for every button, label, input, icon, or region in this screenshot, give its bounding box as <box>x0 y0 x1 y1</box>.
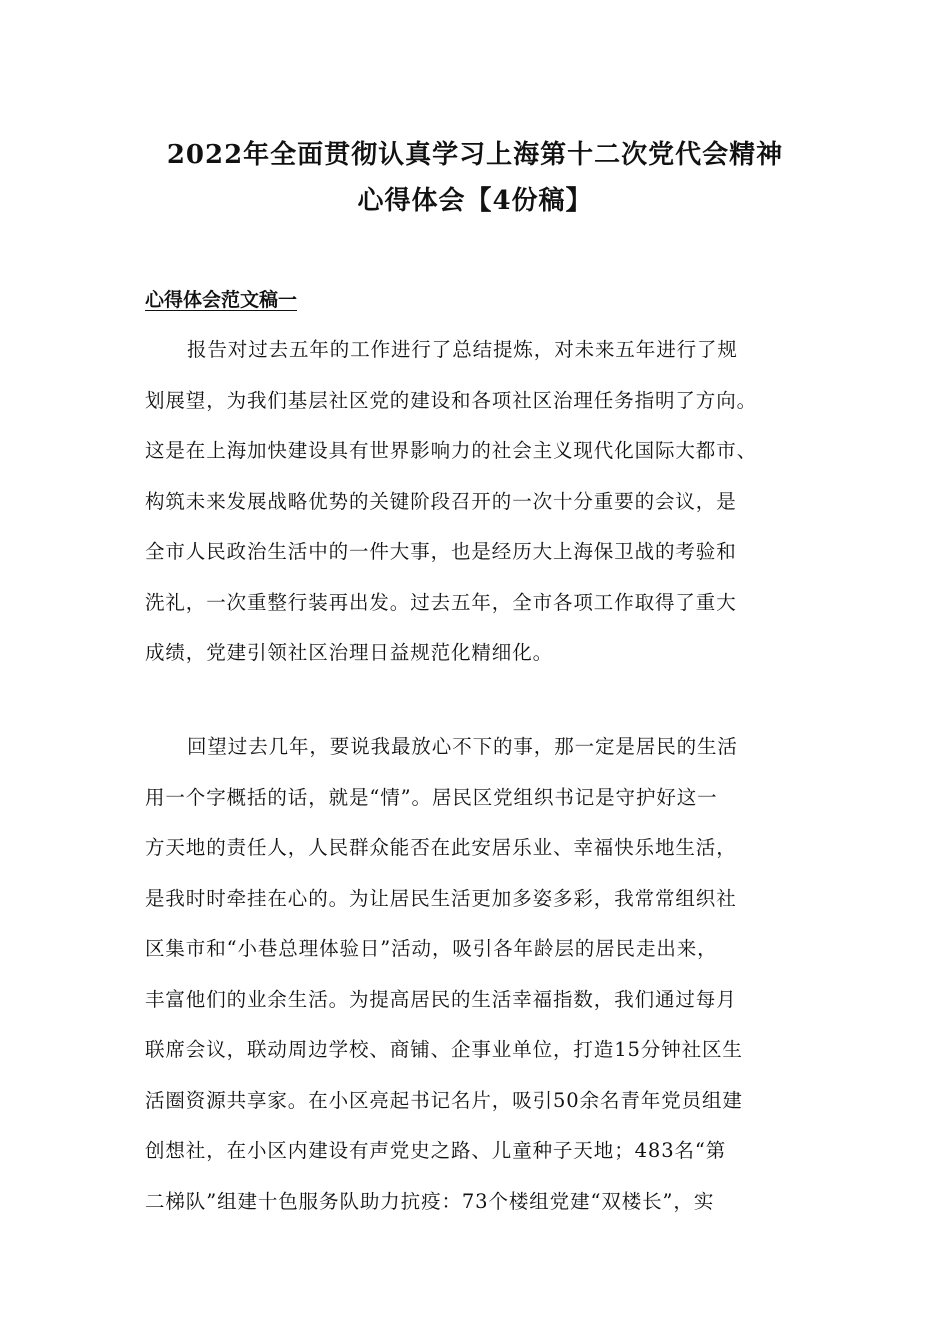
section-heading: 心得体会范文稿一 <box>145 289 298 311</box>
paragraph-line: 活圈资源共享家。在小区亮起书记名片，吸引50余名青年党员组建 <box>145 1088 743 1112</box>
paragraph-line: 区集市和“小巷总理体验日”活动，吸引各年龄层的居民走出来， <box>145 937 718 960</box>
paragraph-line: 洗礼，一次重整行装再出发。过去五年，全市各项工作取得了重大 <box>145 590 737 614</box>
document-title-line-2: 心得体会【4份稿】 <box>357 186 593 216</box>
paragraph-line: 创想社，在小区内建设有声党史之路、儿童种子天地；483名“第 <box>145 1139 727 1162</box>
paragraph-line: 成绩，党建引领社区治理日益规范化精细化。 <box>145 641 554 664</box>
paragraph-line: 这是在上海加快建设具有世界影响力的社会主义现代化国际大都市、 <box>145 439 758 462</box>
paragraph-line: 是我时时牵挂在心的。为让居民生活更加多姿多彩，我常常组织社 <box>145 886 737 910</box>
paragraph-2 <box>145 734 815 1239</box>
paragraph-line: 构筑未来发展战略优势的关键阶段召开的一次十分重要的会议，是 <box>145 489 737 513</box>
paragraph-line: 联席会议，联动周边学校、商铺、企事业单位，打造15分钟社区生 <box>145 1038 743 1061</box>
paragraph-1 <box>145 337 815 691</box>
paragraph-line: 划展望，为我们基层社区党的建设和各项社区治理任务指明了方向。 <box>145 388 758 412</box>
paragraph-line: 报告对过去五年的工作进行了总结提炼，对未来五年进行了规 <box>187 338 738 361</box>
paragraph-line: 回望过去几年，要说我最放心不下的事，那一定是居民的生活 <box>187 735 738 758</box>
paragraph-line: 全市人民政治生活中的一件大事，也是经历大上海保卫战的考验和 <box>145 540 737 563</box>
paragraph-line: 二梯队”组建十色服务队助力抗疫：73个楼组党建“双楼长”，实 <box>145 1189 715 1213</box>
document-title-line-1: 2022年全面贯彻认真学习上海第十二次党代会精神 <box>166 140 784 170</box>
paragraph-line: 丰富他们的业余生活。为提高居民的生活幸福指数，我们通过每月 <box>145 987 737 1011</box>
paragraph-line: 方天地的责任人，人民群众能否在此安居乐业、幸福快乐地生活， <box>145 836 737 859</box>
paragraph-line: 用一个字概括的话，就是“情”。居民区党组织书记是守护好这一 <box>145 785 718 809</box>
